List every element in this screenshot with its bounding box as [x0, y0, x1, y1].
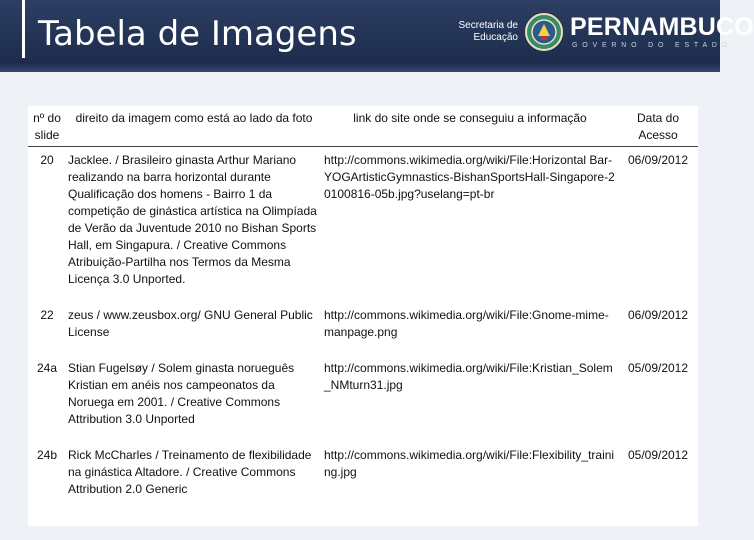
table-row	[28, 302, 698, 355]
slide-number: 24a	[36, 361, 58, 375]
secretaria-label: Secretaria de Educação	[458, 20, 518, 43]
image-rights: Rick McCharles / Treinamento de flexibilidade na ginástica Altadore. / Creative Commons Attribution 2.0 Generic	[68, 448, 312, 496]
table-row	[28, 355, 698, 442]
slide-number: 24b	[36, 448, 58, 462]
brand-logo-text: PERNAMBUCO	[570, 13, 754, 41]
header-access-date: Data do Acesso	[618, 106, 698, 147]
image-rights: zeus / www.zeusbox.org/ GNU General Public License	[68, 308, 313, 339]
slide-number: 22	[40, 308, 54, 322]
access-date: 06/09/2012	[627, 308, 689, 322]
state-seal-icon	[524, 12, 564, 52]
header-image-rights: direito da imagem como está ao lado da foto	[66, 106, 322, 147]
source-link[interactable]: http://commons.wikimedia.org/wiki/File:Gnome-mime-manpage.png	[324, 308, 609, 339]
page-title: Tabela de Imagens	[38, 14, 357, 54]
source-link[interactable]: http://commons.wikimedia.org/wiki/File:Horizontal Bar-YOGArtisticGymnastics-BishanSportsHall-Singapore-20100816-05b.jpg?uselang=pt-br	[324, 153, 615, 201]
header-accent-band	[0, 62, 720, 72]
header-source-link: link do site onde se conseguiu a informação	[322, 106, 618, 147]
source-link[interactable]: http://commons.wikimedia.org/wiki/File:Flexibility_training.jpg	[324, 448, 615, 479]
image-rights: Stian Fugelsøy / Solem ginasta norueguês Kristian em anéis nos campeonatos da Noruega em 2001. / Creative Commons Attribution 3.0 Unported	[68, 361, 295, 426]
title-accent-bar	[22, 0, 25, 58]
image-table	[28, 106, 698, 512]
brand-subtitle: GOVERNO DO ESTADO	[572, 42, 733, 49]
image-rights: Jacklee. / Brasileiro ginasta Arthur Mariano realizando na barra horizontal durante Qualificação dos homens - Bairro 1 da competição de ginástica artística na Olimpíada de Verão da Juventude 2010 no Bishan Sports Hall, em Singapura. / Creative Commons Atribuição-Partilha nos Termos da Mesma Licença 3.0 Unported.	[68, 153, 317, 286]
header-slide-number: nº do slide	[28, 106, 66, 147]
access-date: 05/09/2012	[627, 448, 689, 462]
table-row	[28, 147, 698, 303]
table-header-row	[28, 106, 698, 147]
access-date: 05/09/2012	[627, 361, 689, 375]
source-link[interactable]: http://commons.wikimedia.org/wiki/File:Kristian_Solem_NMturn31.jpg	[324, 361, 613, 392]
slide-number: 20	[40, 153, 54, 167]
image-table-container	[28, 106, 698, 526]
table-row	[28, 442, 698, 512]
access-date: 06/09/2012	[627, 153, 689, 167]
